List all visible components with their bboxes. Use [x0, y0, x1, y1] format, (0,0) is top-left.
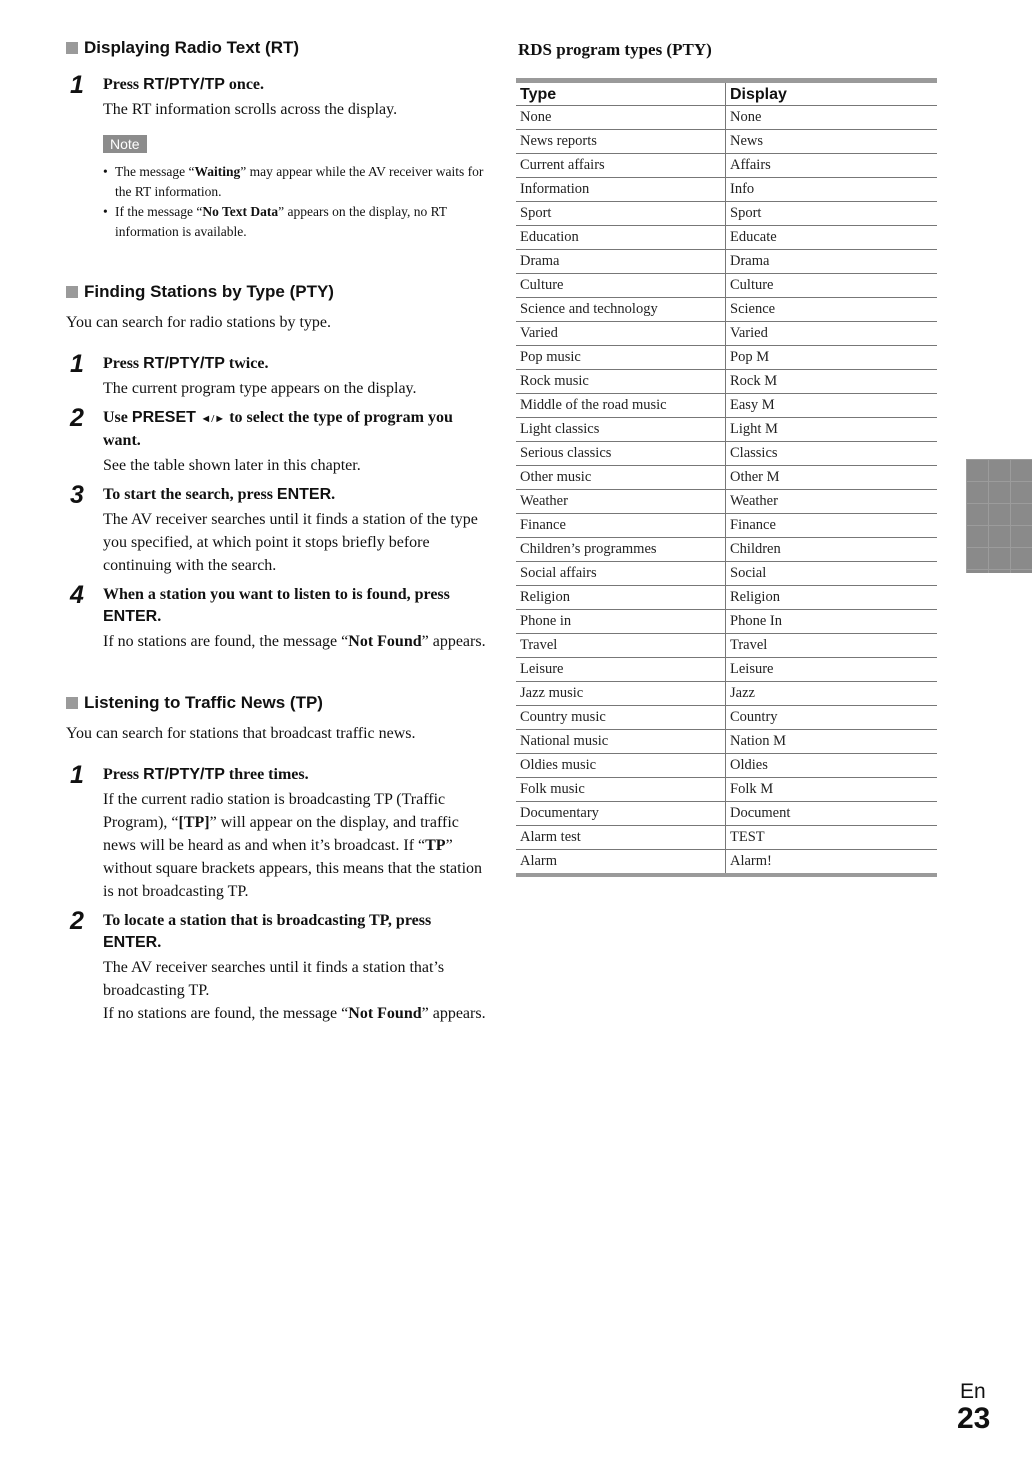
note-item: • The message “Waiting” may appear while the AV receiver waits for the RT information.: [103, 162, 491, 202]
display-cell: Weather: [726, 490, 938, 514]
table-row: [516, 826, 937, 850]
display-cell: Rock M: [726, 370, 938, 394]
pty-table-body: [516, 106, 937, 876]
type-cell: Current affairs: [516, 154, 726, 178]
type-cell: Education: [516, 226, 726, 250]
display-cell: Phone In: [726, 610, 938, 634]
table-row: [516, 778, 937, 802]
type-cell: Social affairs: [516, 562, 726, 586]
type-cell: Documentary: [516, 802, 726, 826]
note-list: [103, 162, 491, 242]
display-cell: Affairs: [726, 154, 938, 178]
table-row: [516, 706, 937, 730]
step-title: Use PRESET ◄/► to select the type of program you want.: [103, 409, 453, 449]
type-cell: Sport: [516, 202, 726, 226]
type-cell: Leisure: [516, 658, 726, 682]
left-right-arrows-icon: ◄/►: [200, 413, 226, 425]
step-title: Press RT/PTY/TP once.: [103, 76, 265, 93]
step-number: 1: [70, 71, 84, 99]
step-body: The AV receiver searches until it finds a station that’s broadcasting TP.: [103, 959, 445, 999]
type-cell: Information: [516, 178, 726, 202]
table-row: [516, 754, 937, 778]
section-square-icon: [66, 286, 78, 298]
display-cell: Pop M: [726, 346, 938, 370]
section-heading-pty: Finding Stations by Type (PTY): [66, 282, 491, 302]
type-cell: Pop music: [516, 346, 726, 370]
column-header-type: Type: [516, 81, 726, 106]
pty-step-2: [66, 404, 491, 477]
step-number: 4: [70, 581, 84, 609]
type-cell: Serious classics: [516, 442, 726, 466]
display-cell: Jazz: [726, 682, 938, 706]
display-cell: Other M: [726, 466, 938, 490]
section-square-icon: [66, 697, 78, 709]
table-row: [516, 730, 937, 754]
table-row: [516, 682, 937, 706]
table-row: [516, 370, 937, 394]
display-cell: Social: [726, 562, 938, 586]
step-number: 3: [70, 481, 84, 509]
table-row: [516, 178, 937, 202]
pty-step-4: [66, 581, 491, 653]
table-row: [516, 106, 937, 130]
type-cell: National music: [516, 730, 726, 754]
display-cell: News: [726, 130, 938, 154]
display-cell: Document: [726, 802, 938, 826]
pty-step-3: [66, 481, 491, 577]
rt-step-1: [66, 71, 491, 121]
pty-table-title: RDS program types (PTY): [518, 40, 712, 59]
display-cell: Science: [726, 298, 938, 322]
table-row: [516, 850, 937, 876]
display-cell: Religion: [726, 586, 938, 610]
display-cell: Sport: [726, 202, 938, 226]
step-title: Press RT/PTY/TP twice.: [103, 355, 269, 372]
display-cell: Nation M: [726, 730, 938, 754]
step-title: To locate a station that is broadcasting TP, press ENTER.: [103, 912, 432, 951]
table-row: [516, 130, 937, 154]
table-row: [516, 418, 937, 442]
table-row: [516, 634, 937, 658]
table-row: [516, 250, 937, 274]
display-cell: TEST: [726, 826, 938, 850]
type-cell: Drama: [516, 250, 726, 274]
type-cell: Light classics: [516, 418, 726, 442]
right-column: [516, 40, 937, 877]
type-cell: News reports: [516, 130, 726, 154]
table-row: [516, 298, 937, 322]
step-title: When a station you want to listen to is found, press ENTER.: [103, 586, 450, 625]
column-header-display: Display: [726, 81, 938, 106]
display-cell: Easy M: [726, 394, 938, 418]
table-row: [516, 658, 937, 682]
display-cell: Culture: [726, 274, 938, 298]
type-cell: Weather: [516, 490, 726, 514]
table-header-row: [516, 81, 937, 106]
display-cell: None: [726, 106, 938, 130]
note-item: • If the message “No Text Data” appears on the display, no RT information is available.: [103, 202, 491, 242]
page-number: 23: [957, 1402, 991, 1435]
type-cell: None: [516, 106, 726, 130]
chapter-thumb-tab: [966, 459, 1032, 573]
display-cell: Country: [726, 706, 938, 730]
step-body: The current program type appears on the display.: [103, 380, 417, 397]
type-cell: Alarm: [516, 850, 726, 876]
type-cell: Middle of the road music: [516, 394, 726, 418]
section-heading-tp: Listening to Traffic News (TP): [66, 693, 491, 713]
table-row: [516, 610, 937, 634]
table-row: [516, 466, 937, 490]
display-cell: Oldies: [726, 754, 938, 778]
step-body: If the current radio station is broadcasting TP (Traffic Program), “[TP]” will appear on the display, and traffic news will be heard as and when it’s broadcast. If “TP” without square brackets appears, this means that the station is not broadcasting TP.: [103, 791, 483, 900]
display-cell: Folk M: [726, 778, 938, 802]
display-cell: Light M: [726, 418, 938, 442]
display-cell: Travel: [726, 634, 938, 658]
display-cell: Varied: [726, 322, 938, 346]
pty-step-1: [66, 350, 491, 400]
type-cell: Travel: [516, 634, 726, 658]
type-cell: Folk music: [516, 778, 726, 802]
table-row: [516, 226, 937, 250]
display-cell: Children: [726, 538, 938, 562]
section-square-icon: [66, 42, 78, 54]
type-cell: Varied: [516, 322, 726, 346]
step-body: If no stations are found, the message “Not Found” appears.: [103, 1005, 486, 1022]
section-intro: You can search for stations that broadcast traffic news.: [66, 725, 416, 742]
display-cell: Classics: [726, 442, 938, 466]
type-cell: Finance: [516, 514, 726, 538]
section-intro: You can search for radio stations by type.: [66, 314, 331, 331]
type-cell: Alarm test: [516, 826, 726, 850]
type-cell: Oldies music: [516, 754, 726, 778]
step-number: 1: [70, 350, 84, 378]
type-cell: Phone in: [516, 610, 726, 634]
display-cell: Drama: [726, 250, 938, 274]
type-cell: Children’s programmes: [516, 538, 726, 562]
step-body: The RT information scrolls across the display.: [103, 101, 398, 118]
step-number: 2: [70, 907, 84, 935]
type-cell: Other music: [516, 466, 726, 490]
type-cell: Culture: [516, 274, 726, 298]
section-heading-rt: Displaying Radio Text (RT): [66, 38, 491, 58]
step-number: 2: [70, 404, 84, 432]
table-row: [516, 394, 937, 418]
step-body: The AV receiver searches until it finds a station of the type you specified, at which point it stops briefly before continuing with the search.: [103, 511, 478, 574]
table-row: [516, 202, 937, 226]
pty-table: [516, 78, 937, 877]
display-cell: Educate: [726, 226, 938, 250]
tp-step-1: [66, 761, 491, 903]
table-row: [516, 274, 937, 298]
table-row: [516, 562, 937, 586]
display-cell: Finance: [726, 514, 938, 538]
table-row: [516, 514, 937, 538]
table-row: [516, 802, 937, 826]
display-cell: Leisure: [726, 658, 938, 682]
step-body: See the table shown later in this chapter.: [103, 457, 361, 474]
type-cell: Rock music: [516, 370, 726, 394]
table-row: [516, 322, 937, 346]
table-row: [516, 538, 937, 562]
step-title: Press RT/PTY/TP three times.: [103, 766, 309, 783]
tp-step-2: [66, 907, 491, 1025]
step-body: If no stations are found, the message “Not Found” appears.: [103, 633, 486, 650]
table-row: [516, 346, 937, 370]
table-row: [516, 490, 937, 514]
left-column: [66, 38, 491, 1025]
table-row: [516, 586, 937, 610]
note-badge: Note: [103, 135, 147, 153]
type-cell: Religion: [516, 586, 726, 610]
page-language: En: [960, 1380, 986, 1403]
type-cell: Country music: [516, 706, 726, 730]
display-cell: Alarm!: [726, 850, 938, 876]
type-cell: Science and technology: [516, 298, 726, 322]
table-row: [516, 154, 937, 178]
step-title: To start the search, press ENTER.: [103, 486, 336, 503]
table-row: [516, 442, 937, 466]
display-cell: Info: [726, 178, 938, 202]
type-cell: Jazz music: [516, 682, 726, 706]
step-number: 1: [70, 761, 84, 789]
